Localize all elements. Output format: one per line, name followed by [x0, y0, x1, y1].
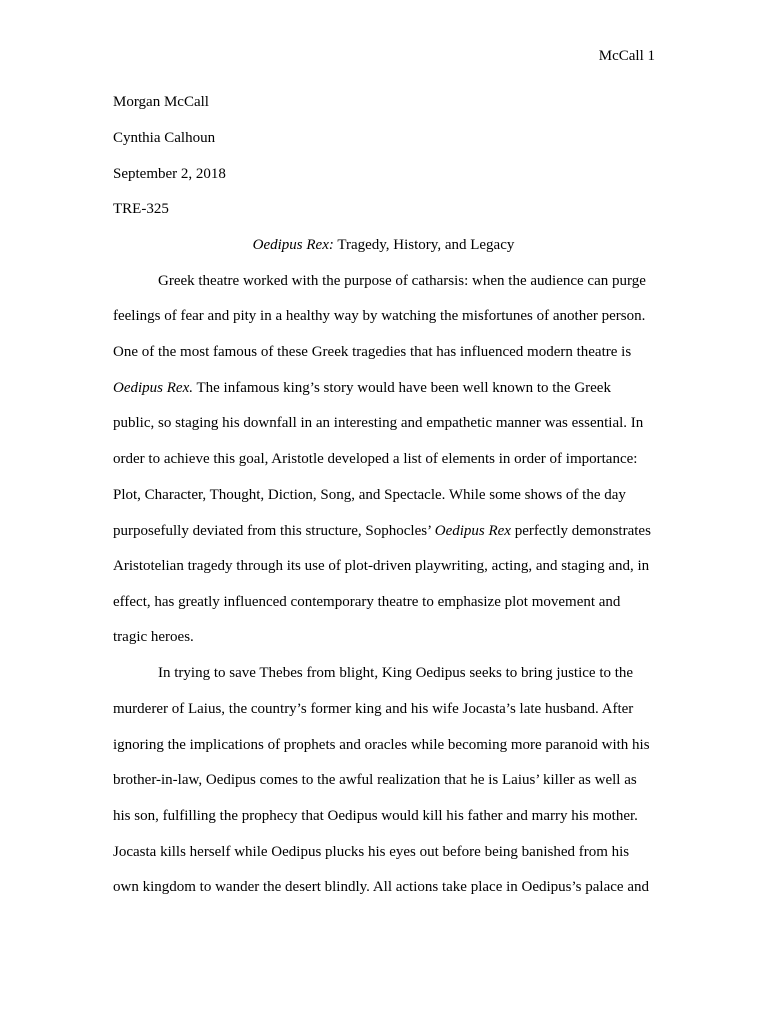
course-code: TRE-325	[113, 201, 169, 217]
p1-line: effect, has greatly influenced contemporary theatre to emphasize plot movement and	[113, 594, 621, 610]
p1-text: purposefully deviated from this structure, Sophocles’	[113, 523, 435, 539]
p1-line	[113, 522, 651, 540]
title-italic: Oedipus Rex:	[252, 237, 334, 253]
p1-italic-title: Oedipus Rex.	[113, 380, 193, 396]
p2-line: murderer of Laius, the country’s former king and his wife Jocasta’s late husband. After	[113, 701, 634, 717]
p2-line: Jocasta kills herself while Oedipus plucks his eyes out before being banished from his	[113, 844, 630, 860]
p1-line: order to achieve this goal, Aristotle developed a list of elements in order of importance:	[113, 451, 638, 467]
title-rest: Tragedy, History, and Legacy	[333, 237, 515, 253]
paper-title	[113, 236, 654, 254]
p1-line: feelings of fear and pity in a healthy way by watching the misfortunes of another person.	[113, 308, 646, 324]
p1-line	[113, 379, 611, 397]
instructor-name: Cynthia Calhoun	[113, 130, 216, 146]
p1-line: Aristotelian tragedy through its use of plot-driven playwriting, acting, and staging and, in	[113, 558, 650, 574]
p1-text: The infamous king’s story would have been well known to the Greek	[192, 380, 611, 396]
p1-line: Plot, Character, Thought, Diction, Song, and Spectacle. While some shows of the day	[113, 487, 626, 503]
date: September 2, 2018	[113, 166, 226, 182]
running-head: McCall 1	[598, 48, 655, 64]
p2-line: brother-in-law, Oedipus comes to the awful realization that he is Laius’ killer as well as	[113, 772, 637, 788]
author-name: Morgan McCall	[113, 94, 209, 110]
p1-line: Greek theatre worked with the purpose of catharsis: when the audience can purge	[158, 273, 646, 289]
p1-line: public, so staging his downfall in an interesting and empathetic manner was essential. In	[113, 415, 644, 431]
p1-text: perfectly demonstrates	[510, 523, 651, 539]
p1-line: tragic heroes.	[113, 629, 194, 645]
p2-line: own kingdom to wander the desert blindly. All actions take place in Oedipus’s palace and	[113, 879, 649, 895]
p1-italic-title: Oedipus Rex	[434, 523, 511, 539]
p1-line: One of the most famous of these Greek tragedies that has influenced modern theatre is	[113, 344, 632, 360]
p2-line: his son, fulfilling the prophecy that Oedipus would kill his father and marry his mother.	[113, 808, 638, 824]
p2-line: ignoring the implications of prophets and oracles while becoming more paranoid with his	[113, 737, 650, 753]
p2-line: In trying to save Thebes from blight, King Oedipus seeks to bring justice to the	[158, 665, 634, 681]
